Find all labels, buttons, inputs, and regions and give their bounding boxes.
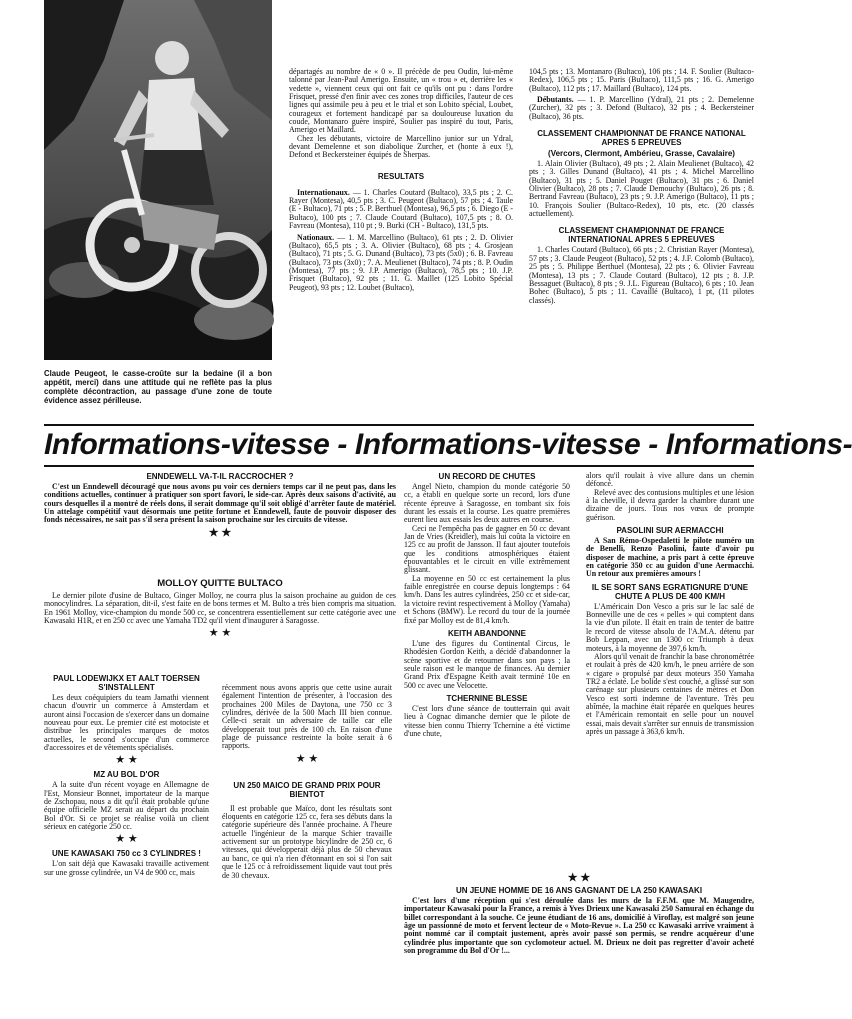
bottom-column-1 bbox=[44, 668, 209, 1018]
kawasaki-winner-headline: UN JEUNE HOMME DE 16 ANS GAGNANT DE LA 250 KAWASAKI bbox=[455, 886, 703, 895]
national-championship-subheading: (Vercors, Clermont, Ambérieu, Grasse, Cavalaire) bbox=[548, 149, 735, 159]
separator-stars: ★ ★ bbox=[115, 833, 138, 846]
molloy-article bbox=[44, 578, 396, 664]
kawasaki-750-text: L'on sait déjà que Kawasaki travaille activement sur une grosse cylindrée, un V4 de 900 cc, mais bbox=[44, 859, 209, 877]
endewell-article bbox=[44, 472, 396, 572]
keith-headline: KEITH ABANDONNE bbox=[448, 628, 526, 638]
vesco-paragraph-1: L'Américain Don Vesco a pris sur le lac salé de Bonneville une de ces « pelles » qui comptent dans la vie d'un pilote. Il était en train de tenter de battre le record de vitesse absolu de l'A.M.A. détenu par Bob Leppan, avec un 1300 cc Triumph à deux moteurs, à la moyenne de 397,6 km/h. bbox=[586, 601, 754, 653]
tchernine-continued: alors qu'il roulait à vive allure dans un chemin défoncé. bbox=[586, 471, 754, 489]
vesco-paragraph-2: Alors qu'il venait de franchir la base chronométrée et roulait à près de 420 km/h, le pneu arrière de son « cigare » propulsé par deux moteurs 350 Yamaha TR2 a éclaté. Le bolide s'est couché, a glissé sur son carénage sur plusieurs centaines de mètres et Don Vesco est sorti indemne de l'aventure. Très peu abîmée, la machine était réparée en quelques heures et l'Américain remontait en selle pour un nouvel essai, mais devait s'arrêter sur ennuis de transmission après un passage à 363,6 km/h. bbox=[586, 651, 754, 736]
trial-rider-photo bbox=[44, 0, 272, 360]
results-national-label: Nationaux. bbox=[297, 232, 335, 242]
results-heading: RESULTATS bbox=[377, 171, 425, 181]
paul-headline: PAUL LODEWIJKX ET AALT TOERSEN S'INSTALLENT bbox=[53, 674, 200, 692]
tchernine-text: C'est lors d'une séance de toutterrain qui avait lieu à Cognac dimanche dernier que le pilote de vitesse bien connu Thierry Tchernine a été victime d'une chute, bbox=[404, 703, 570, 738]
endewell-headline: ENNDEWELL VA-T-IL RACCROCHER ? bbox=[146, 472, 294, 481]
paul-text: Les deux coéquipiers du team Jamathi viennent chacun d'ouvrir un commerce à Amsterdam et auront ainsi l'occasion de s'exercer dans un domaine nouveau pour eux. Le premier cité est motociste et distribue les principales marques de motos actuelles, le second s'occupe d'un commerce d'accessoires et de vêtements spécialisés. bbox=[44, 693, 209, 753]
results-international: — 1. Charles Coutard (Bultaco), 33,5 pts ; 2. C. Rayer (Montesa), 40,5 pts ; 3. C. Peugeot (Bultaco), 57 pts ; 4. Taule (E - Bultaco), 71 pts ; 5. P. Berthuel (Montesa), 96,5 pts ; 6. Diego (E - Bultaco), 100 pts ; 7. Claude Coutard (Bultaco), 107,5 pts ; 8. O. Favreau (Montesa), 110 pt ; 9. Burki (CH - Bultaco), 131,5 pts. bbox=[289, 187, 513, 231]
maico-text: Il est probable que Maïco, dont les résultats sont éloquents en catégorie 125 cc, fera ses débuts dans la catégorie supérieure dès l'année prochaine. A l'heure actuelle l'ingénieur de la marque Schier travaille activement sur un prototype bicylindre de 250 cc, 6 vitesses, qui développerait déjà plus de 50 chevaux au banc, ce qui n'a rien d'étonnant en soi si l'on sait que le 125 cc à refroidissement liquide vaut tout près de 30 chevaux. bbox=[222, 803, 392, 880]
international-championship-heading: CLASSEMENT CHAMPIONNAT DE FRANCE INTERNATIONAL APRES 5 EPREUVES bbox=[558, 226, 725, 245]
molloy-text: Le dernier pilote d'usine de Bultaco, Ginger Molloy, ne courra plus la saison prochaine au guidon de ces monocylindres. La séparation, dit-il, s'est faite en de bons termes et M. Bulto a très bien compris ma situation. En 1961 Molloy, vice-champion du monde 500 cc, se concentrera essentiellement sur cette catégorie avec une Kawasaki H1R, et en 250 cc avec une Yamaha TD2 qu'il vient d'inaugurer à Saragosse. bbox=[44, 591, 396, 626]
results-national: — 1. M. Marcellino (Bultaco), 61 pts ; 2. D. Olivier (Bultaco), 65,5 pts ; 3. A. Olivier (Bultaco), 68 pts ; 4. Grosjean (Bultaco), 71 pts ; 5. G. Dunand (Bultaco), 73 pts (5x0) ; 6. B. Favreau (Bultaco), 73 pts (3x0) ; 7. A. Meulienet (Bultaco), 74 pts ; 8. P. Oudin (Montesa), 77 pts ; 9. J.P. Amerigo (Bultaco), 78,5 pts ; 10. J.P. Frisquet (Bultaco), 92 pts ; 11. G. Maillet (125 Lobito Spécial Peugeot), 93 pts ; 12. Loubet (Bultaco), bbox=[289, 232, 513, 292]
separator-stars: ★ ★ bbox=[567, 872, 591, 884]
molloy-headline: MOLLOY QUITTE BULTACO bbox=[157, 578, 283, 589]
record-paragraph-2: Ceci ne l'empêcha pas de gagner en 50 cc devant Jan de Vries (Kreidler), mais lui coûta la victoire en 125 cc au profit de Jansson. Il faut ajouter toutefois que les conditions atmosphériques étaient épouvantables et le circuit en ville extrêmement glissant. bbox=[404, 523, 570, 575]
kawasaki-winner-text: C'est lors d'une réception qui s'est déroulée dans les murs de la F.F.M. que M. Maugendre, importateur Kawasaki pour la France, a remis à Yves Drieux une Kawasaki 250 Samuraï en échange du billet correspondant à la souche. Ce jeune étudiant de 16 ans, domicilié à Viroflay, est malgré son jeune âge un passionné de moto et fervent lecteur de « Moto-Revue ». La 250 cc Kawasaki arrive vraiment à point nommé car il comptait justement, après avoir passé son permis, se rendre acquéreur d'une cylindrée plus importante que son cyclomoteur actuel. M. Drieux ne doit pas regretter d'avoir acheté son programme du Bol d'Or !... bbox=[404, 896, 754, 956]
bottom-column-2 bbox=[222, 668, 392, 1018]
section-banner: Informations-vitesse - Informations-vitesse - Informations- bbox=[44, 428, 852, 461]
record-paragraph-1: Angel Nieto, champion du monde catégorie 50 cc, a établi en quelque sorte un record, lors d'une récente épreuve à Saragosse, en tombant six fois durant les essais et la course. Les quatre premières eurent lieu aux essais les deux autres en course. bbox=[404, 482, 570, 525]
pasolini-headline: PASOLINI SUR AERMACCHI bbox=[616, 526, 724, 536]
debutants-label: Débutants. bbox=[537, 95, 574, 105]
photo-caption: Claude Peugeot, le casse-croûte sur la bedaine (il a bon appétit, merci) dans une attitude qui ne reflète pas la plus complète décontraction, au passage d'une zone de toute évidence assez périlleuse. bbox=[44, 369, 272, 405]
kawasaki-winner-article bbox=[404, 870, 754, 1018]
top-column-2 bbox=[289, 68, 513, 416]
kawasaki-750-headline: UNE KAWASAKI 750 cc 3 CYLINDRES ! bbox=[52, 849, 201, 859]
trial-rider-photo-graphic bbox=[44, 0, 272, 360]
national-championship-standings: 1. Alain Olivier (Bultaco), 49 pts ; 2. Alain Meulienet (Bultaco), 42 pts ; 3. Gilles Dunand (Bultaco), 41 pts ; 4. Michel Marcellino (Bultaco), 31 pts ; 5. Daniel Pouget (Bultaco), 31 pts ; 6. Daniel Olivier (Bultaco), 28 pts ; 7. Claude Demouchy (Bultaco), 26 pts ; 8. Bertrand Favreau (Bultaco), 23 pts ; 9. J.P. Amerigo (Bultaco), 11 pts ; 10. François Soulier (Bultaco-Redex), 10 pts, etc. (20 classés actuellement). bbox=[529, 159, 754, 219]
results-national-continued: 104,5 pts ; 13. Montanaro (Bultaco), 106 pts ; 14. F. Soulier (Bultaco-Redex), 106,5 pts ; 15. Paris (Bultaco), 111,5 pts ; 16. G. Amerigo (Bultaco), 112 pts ; 17. Maillard (Bultaco), 124 pts. bbox=[529, 67, 754, 93]
kawasaki-750-continued: récemment nous avons appris que cette usine aurait également l'intention de présenter, à l'occasion des prochaines 200 Miles de Daytona, une 750 cc 3 cylindres, dérivée de la 500 Mach III bien connue. Celle-ci serait un adversaire de taille car elle développerait tout près de 100 ch. En raison d'une plage de puissance restreinte la boîte serait à 6 rapports. bbox=[222, 683, 392, 751]
top-column-3 bbox=[529, 68, 754, 418]
international-championship-standings: 1. Charles Coutard (Bultaco), 66 pts ; 2. Christian Rayer (Montesa), 57 pts ; 3. Claude Peugeot (Bultaco), 52 pts ; 4. J.F. Colomb (Bultaco), 25 pts ; 5. Philippe Berthuel (Montesa), 22 pts ; 6. Olivier Favreau (Montesa), 13 pts ; 7. Claude Coutard (Bultaco), 12 pts ; 8. J.P. Bessaguet (Bultaco), 8 pts ; 9. J.L. Figureau (Bultaco), 6 pts ; 10. Jean Bohec (Bultaco), 5 pts ; 11. Cavaillé (Bultaco), 1 pt, (11 pilotes classés). bbox=[529, 245, 754, 305]
results-international-label: Internationaux. bbox=[297, 187, 350, 197]
maico-headline: UN 250 MAICO DE GRAND PRIX POUR BIENTOT bbox=[233, 780, 381, 799]
separator-stars: ★ ★ bbox=[295, 752, 319, 765]
debutants-results: — 1. P. Marcellino (Ydral), 21 pts ; 2. Demelenne (Zurcher), 32 pts ; 3. Defond (Bultaco), 32 pts ; 4. Beckersteiner (Bultaco), 36 pts. bbox=[529, 95, 754, 121]
banner-bottom-rule bbox=[44, 465, 754, 467]
separator-stars: ★ ★ bbox=[208, 627, 232, 640]
national-championship-heading: CLASSEMENT CHAMPIONNAT DE FRANCE NATIONAL APRES 5 EPREUVES bbox=[537, 129, 746, 148]
separator-stars: ★ ★ bbox=[115, 754, 138, 767]
mz-headline: MZ AU BOL D'OR bbox=[93, 770, 160, 780]
record-paragraph-3: La moyenne en 50 cc est certainement la plus faible enregistrée en course depuis longtemps : 64 km/h. Dans les autres cylindrées, 250 cc et side-car, la victoire revint respectivement à Molloy (Yamaha) et Schons (BMW). Le record du tour de la journée fixé par Molloy est de 81,4 km/h. bbox=[404, 573, 570, 625]
trial-report-paragraph: départagés au nombre de « 0 ». Il précède de peu Oudin, lui-même talonné par Jean-Paul Amerigo. Ensuite, un « trou » et, derrière les « vedette », viennent ceux qui ont fait ce qu'ils ont pu : dans l'ordre Frisquet, pressé d'en finir avec ces zones trop difficiles, l'auteur de ces lignes qui assimile peu à peu et le trial et son Lobito spécial, Loubet, courageux et fortement handicapé par sa douloureuse luxation du coude, Montanaro guère inspiré, Soulier pas inspiré du tout, Paris, Amerigo et Maillard. bbox=[289, 67, 513, 135]
bottom-column-3 bbox=[404, 472, 570, 866]
vesco-headline: IL SE SORT SANS EGRATIGNURE D'UNE CHUTE A PLUS DE 400 KM/H bbox=[591, 582, 749, 601]
debutants-report-paragraph: Chez les débutants, victoire de Marcellino junior sur un Ydral, devant Demelenne et son diabolique Zurcher, et (honte à eux !), Defond et Beckersteiner équipés de Sherpas. bbox=[289, 133, 513, 160]
mz-text: A la suite d'un récent voyage en Allemagne de l'Est, Monsieur Bonnet, importateur de la marque de Zschopau, nous a dit qu'il était probable qu'une équipe officielle MZ serait au départ du prochain Bol d'Or. Si ce projet se réalise voilà un client sérieux en catégorie 250 cc. bbox=[44, 780, 209, 832]
separator-stars: ★ ★ bbox=[208, 526, 232, 539]
tchernine-injury: Relevé avec des contusions multiples et une lésion à la cheville, il devra garder la chambre durant une dizaine de jours. Tous nos vœux de prompte guérison. bbox=[586, 487, 754, 522]
bottom-column-4 bbox=[586, 472, 754, 866]
pasolini-text: A San Rémo-Ospedaletti le pilote numéro un de Benelli, Renzo Pasolini, faute d'avoir pu disposer de machine, a pris part à cette épreuve en catégorie 350 cc au guidon d'une Aermacchi. Un retour aux premières amours ! bbox=[586, 536, 754, 579]
tchernine-headline: TCHERNINE BLESSE bbox=[446, 693, 528, 703]
record-headline: UN RECORD DE CHUTES bbox=[438, 472, 536, 481]
endewell-text: C'est un Enndewell découragé que nous avons pu voir ces derniers temps car il ne peut pas, dans les conditions actuelles, continuer à pratiquer son sport favori, le side-car. Après deux saisons d'activité, au cours desquelles il a montré de réels dons, il serait dommage qu'il soit obligé d'arrêter faute de matériel. Un attelage compétitif vaut désormais une petite fortune et Enndewell, faute de pouvoir disposer des fonds nécessaires, ne sait pas s'il sera présent la saison prochaine sur les circuits de vitesse. bbox=[44, 482, 396, 525]
keith-text: L'une des figures du Continental Circus, le Rhodésien Gordon Keith, a décidé d'abandonner la scène sportive et de retourner dans son pays ; la seule raison est le manque de finances. Au dernier Grand Prix d'Espagne Keith avait terminé 10e en 500 cc avec une Velocette. bbox=[404, 638, 570, 690]
